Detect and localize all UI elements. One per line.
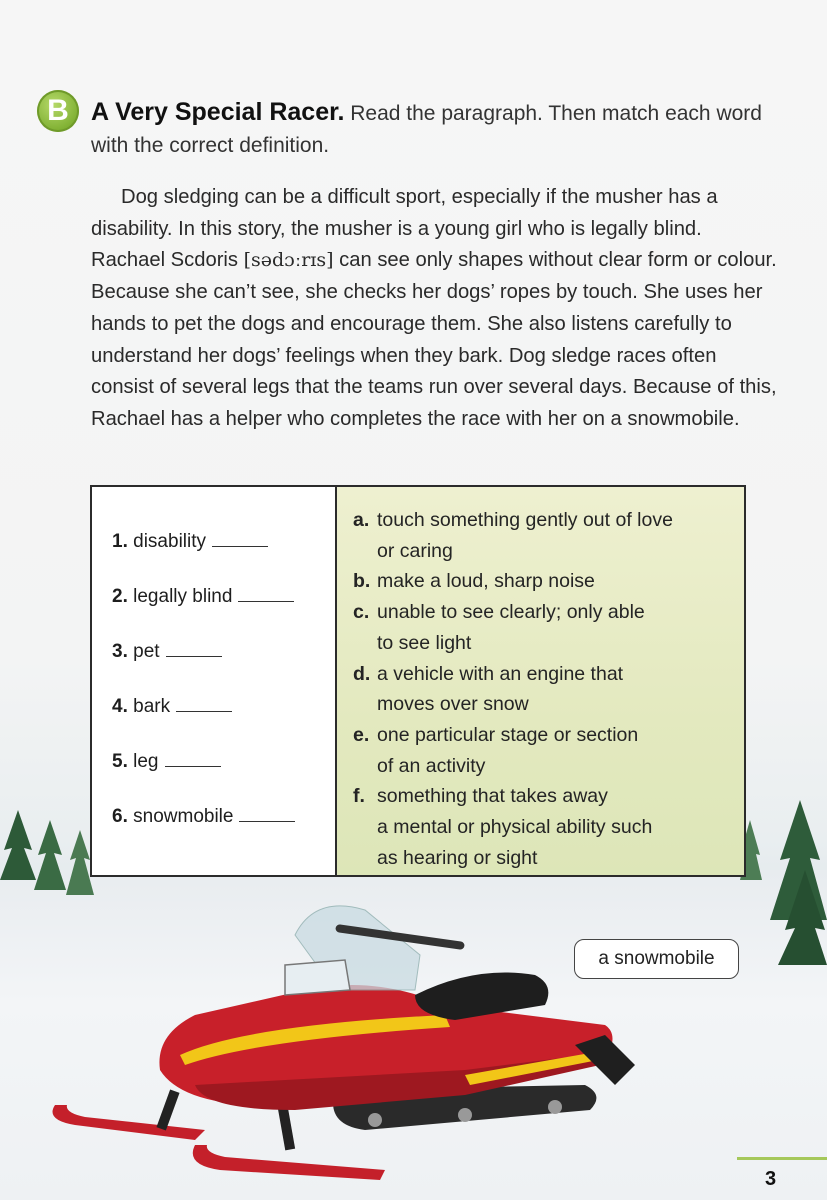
- definition-letter: c.: [353, 601, 370, 624]
- snowmobile-caption: a snowmobile: [574, 939, 739, 979]
- definition-item: [353, 659, 734, 720]
- definition-text-cont: as hearing or sight: [377, 846, 538, 869]
- word-text: leg: [133, 751, 159, 772]
- word-number: 1.: [112, 531, 128, 552]
- definition-item: [353, 781, 734, 873]
- definition-letter: f.: [353, 785, 365, 808]
- word-text: bark: [133, 696, 171, 717]
- word-number: 5.: [112, 751, 128, 772]
- definition-text-cont: a mental or physical ability such: [377, 816, 653, 839]
- definition-text: touch something gently out of love: [377, 509, 673, 531]
- pronunciation: [sədɔːrɪs]: [243, 249, 334, 272]
- word-item: [92, 531, 335, 586]
- definition-text-cont: moves over snow: [377, 693, 529, 716]
- word-item: [92, 806, 335, 861]
- exercise-heading: [91, 96, 771, 162]
- definition-text: one particular stage or section: [377, 723, 639, 746]
- definition-text: something that takes away: [377, 785, 608, 808]
- word-number: 4.: [112, 696, 128, 717]
- paragraph-text-part1: Dog sledging can be a difficult sport, especially if the musher has a disability. In this story, the musher is a young girl who is legally blind. Rachael Scdoris: [91, 186, 718, 272]
- definition-letter: e.: [353, 723, 370, 746]
- definition-letter: b.: [353, 570, 371, 593]
- definition-text-cont: or caring: [377, 539, 453, 562]
- definition-text-cont: of an activity: [377, 754, 486, 777]
- exercise-title: A Very Special Racer.: [91, 98, 345, 126]
- answer-blank[interactable]: [212, 545, 268, 547]
- reading-paragraph: [91, 182, 781, 436]
- definition-item: [353, 720, 734, 781]
- definition-text: a vehicle with an engine that: [377, 662, 624, 685]
- definition-text: unable to see clearly; only able: [377, 601, 645, 624]
- definition-text: make a loud, sharp noise: [377, 570, 595, 593]
- page-number-rule: [737, 1157, 827, 1160]
- snowmobile-illustration: [45, 895, 645, 1195]
- definition-item: [353, 566, 734, 597]
- definition-text-cont: to see light: [377, 631, 472, 654]
- definition-item: [353, 505, 734, 566]
- definition-item: [353, 597, 734, 658]
- paragraph-text-part2: can see only shapes without clear form or colour. Because she can’t see, she checks her dogs’ ropes by touch. She uses her hands to pet the dogs and encourage them. She also listens carefully to understand her dogs’ feelings when they bark. Dog sledge races often consist of several legs that the teams run over several days. Because of this, Rachael has a helper who completes the race with her on a snowmobile.: [91, 249, 777, 430]
- trees-right-illustration: [740, 800, 827, 970]
- page-number: 3: [765, 1168, 777, 1190]
- word-column: [92, 487, 337, 875]
- word-text: legally blind: [133, 586, 233, 607]
- answer-blank[interactable]: [239, 820, 295, 822]
- matching-table: [90, 485, 746, 877]
- word-item: [92, 751, 335, 806]
- definition-letter: a.: [353, 509, 370, 531]
- definition-column: [337, 487, 744, 875]
- word-text: pet: [133, 641, 160, 662]
- definition-letter: d.: [353, 662, 371, 685]
- word-number: 3.: [112, 641, 128, 662]
- word-number: 6.: [112, 806, 128, 827]
- word-text: disability: [133, 531, 207, 552]
- word-item: [92, 696, 335, 751]
- answer-blank[interactable]: [165, 765, 221, 767]
- answer-blank[interactable]: [176, 710, 232, 712]
- exercise-instruction: Read the paragraph. Then match each word with the correct definition.: [91, 102, 762, 157]
- answer-blank[interactable]: [166, 655, 222, 657]
- answer-blank[interactable]: [238, 600, 294, 602]
- word-item: [92, 641, 335, 696]
- word-number: 2.: [112, 586, 128, 607]
- exercise-badge: B: [37, 90, 79, 132]
- word-item: [92, 586, 335, 641]
- word-text: snowmobile: [133, 806, 234, 827]
